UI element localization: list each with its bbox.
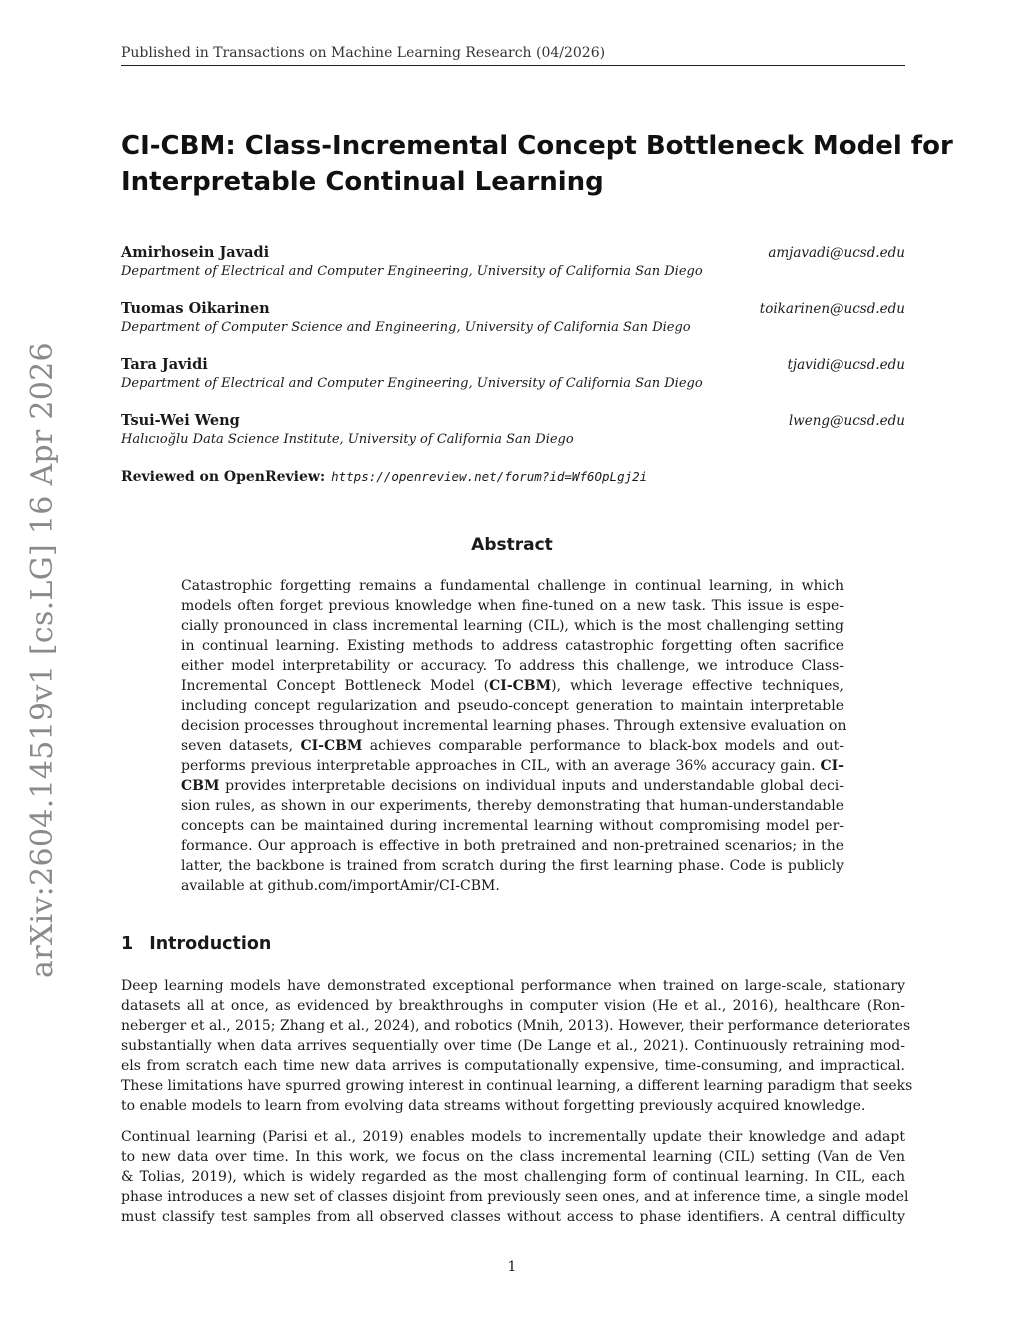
abstract-text: seven datasets, [181, 738, 301, 754]
author-affiliation: Halıcıoğlu Data Science Institute, University of California San Diego [121, 432, 574, 447]
abstract-line: concepts can be maintained during incremental learning without compromising model per- [181, 818, 844, 834]
review-label: Reviewed on OpenReview: [121, 469, 326, 485]
author-email[interactable]: amjavadi@ucsd.edu [768, 245, 905, 261]
author-block [121, 300, 905, 342]
paragraph-line: datasets all at once, as evidenced by breakthroughs in computer vision (He et al., 2016), healthcare (Ron- [121, 998, 905, 1014]
abstract-model-name: CBM [181, 778, 220, 794]
abstract-text: provides interpretable decisions on individual inputs and understandable global deci- [219, 778, 844, 794]
author-email[interactable]: toikarinen@ucsd.edu [759, 301, 905, 317]
review-line [121, 468, 647, 486]
paragraph-line: els from scratch each time new data arrives is computationally expensive, time-consuming, and impractical. [121, 1058, 905, 1074]
author-block [121, 412, 905, 454]
abstract-line [181, 776, 844, 796]
section-title: Introduction [149, 934, 272, 954]
paper-title-line: CI-CBM: Class-Incremental Concept Bottleneck Model for [121, 131, 953, 161]
author-block [121, 356, 905, 398]
abstract-line: latter, the backbone is trained from scratch during the first learning phase. Code is publicly [181, 858, 844, 874]
intro-paragraph-1 [121, 976, 913, 1116]
page-number: 1 [507, 1259, 517, 1275]
abstract-heading: Abstract [471, 535, 553, 555]
openreview-link[interactable]: https://openreview.net/forum?id=Wf6OpLgj2i [331, 469, 648, 484]
abstract-line: Catastrophic forgetting remains a fundamental challenge in continual learning, in which [181, 578, 844, 594]
abstract-line: cially pronounced in class incremental learning (CIL), which is the most challenging setting [181, 618, 844, 634]
abstract-line: decision processes throughout incremental learning phases. Through extensive evaluation on [181, 718, 847, 734]
paragraph-line: neberger et al., 2015; Zhang et al., 2024), and robotics (Mnih, 2013). However, their performance deteriorates [121, 1018, 911, 1034]
abstract-line: sion rules, as shown in our experiments, thereby demonstrating that human-understandable [181, 798, 844, 814]
paragraph-line: to new data over time. In this work, we focus on the class incremental learning (CIL) setting (Van de Ven [121, 1149, 905, 1165]
author-email[interactable]: tjavidi@ucsd.edu [787, 357, 905, 373]
running-header: Published in Transactions on Machine Learning Research (04/2026) [121, 44, 905, 66]
paragraph-line: phase introduces a new set of classes disjoint from previously seen ones, and at inference time, a single model [121, 1189, 909, 1205]
abstract-text: Incremental Concept Bottleneck Model ( [181, 678, 490, 694]
abstract-line: models often forget previous knowledge when fine-tuned on a new task. This issue is espe- [181, 598, 844, 614]
author-affiliation: Department of Electrical and Computer Engineering, University of California San Diego [121, 264, 703, 279]
paragraph-line: Deep learning models have demonstrated exceptional performance when trained on large-scale, stationary [121, 978, 905, 994]
abstract-line [181, 736, 844, 756]
arxiv-stamp[interactable]: arXiv:2604.14519v1 [cs.LG] 16 Apr 2026 [25, 342, 60, 978]
abstract-line: available at github.com/importAmir/CI-CBM. [181, 878, 500, 894]
abstract-text: achieves comparable performance to black-box models and out- [362, 738, 845, 754]
author-email[interactable]: lweng@ucsd.edu [788, 413, 905, 429]
abstract-line: either model interpretability or accuracy. To address this challenge, we introduce Class- [181, 658, 844, 674]
paragraph-line: must classify test samples from all observed classes without access to phase identifiers. A central difficulty [121, 1209, 905, 1225]
paragraph-line: substantially when data arrives sequentially over time (De Lange et al., 2021). Continuously retraining mod- [121, 1038, 905, 1054]
abstract-model-name: CI-CBM [300, 738, 363, 754]
intro-paragraph-2 [121, 1127, 909, 1227]
abstract-model-name: CI-CBM [489, 678, 552, 694]
paper-title [121, 128, 953, 200]
paragraph-line: to enable models to learn from evolving data streams without forgetting previously acquired knowledge. [121, 1098, 866, 1114]
abstract-line: including concept regularization and pseudo-concept generation to maintain interpretable [181, 698, 844, 714]
author-block [121, 244, 905, 286]
author-affiliation: Department of Electrical and Computer Engineering, University of California San Diego [121, 376, 703, 391]
abstract-line [181, 756, 844, 776]
section-heading-introduction [121, 933, 271, 955]
paragraph-line: Continual learning (Parisi et al., 2019) enables models to incrementally update their knowledge and adapt [121, 1129, 905, 1145]
abstract-model-name: CI- [820, 758, 844, 774]
abstract-text: performs previous interpretable approaches in CIL, with an average 36% accuracy gain. [181, 758, 821, 774]
abstract-line: in continual learning. Existing methods to address catastrophic forgetting often sacrifice [181, 638, 844, 654]
abstract-line: formance. Our approach is effective in both pretrained and non-pretrained scenarios; in the [181, 838, 844, 854]
section-number: 1 [121, 934, 134, 954]
abstract-text: ), which leverage effective techniques, [551, 678, 844, 694]
author-name: Amirhosein Javadi [121, 244, 270, 261]
paragraph-line: & Tolias, 2019), which is widely regarded as the most challenging form of continual learning. In CIL, each [121, 1169, 905, 1185]
author-name: Tara Javidi [121, 356, 208, 373]
author-name: Tuomas Oikarinen [121, 300, 270, 317]
abstract-body [181, 576, 847, 896]
abstract-line [181, 676, 844, 696]
author-affiliation: Department of Computer Science and Engineering, University of California San Diego [121, 320, 691, 335]
paragraph-line: These limitations have spurred growing interest in continual learning, a different learning paradigm that seeks [121, 1078, 913, 1094]
paper-title-line: Interpretable Continual Learning [121, 167, 604, 197]
author-name: Tsui-Wei Weng [121, 412, 240, 429]
